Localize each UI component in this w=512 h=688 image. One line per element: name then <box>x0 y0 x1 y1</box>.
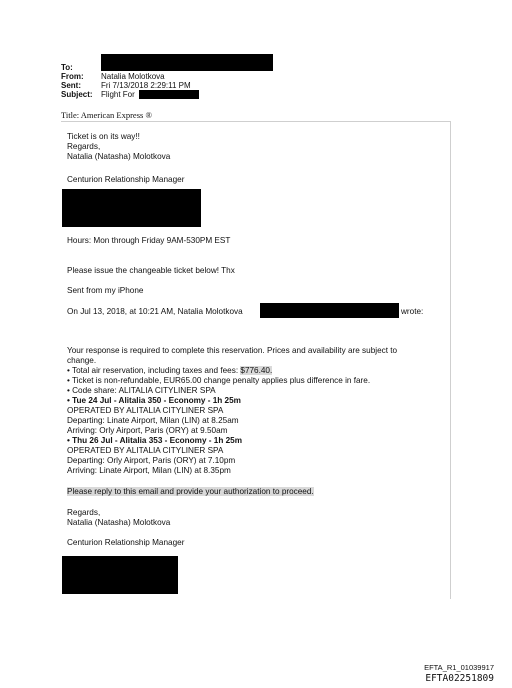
from-value: Natalia Molotkova <box>101 72 165 81</box>
redaction-block-1 <box>62 189 201 227</box>
bates-number: EFTA02251809 <box>425 673 494 684</box>
quote-line: Your response is required to complete this reservation. Prices and availability are subject to <box>67 346 398 355</box>
subject-label: Subject: <box>61 90 93 99</box>
body-line: Regards, <box>67 142 101 151</box>
quote-line: OPERATED BY ALITALIA CITYLINER SPA <box>67 406 224 415</box>
signature-line: Regards, <box>67 508 101 517</box>
quote-line: OPERATED BY ALITALIA CITYLINER SPA <box>67 446 224 455</box>
document-id: EFTA_R1_01039917 <box>424 663 494 672</box>
from-label: From: <box>61 72 84 81</box>
sent-value: Fri 7/13/2018 2:29:11 PM <box>101 81 191 90</box>
redaction-email <box>260 303 399 318</box>
flight-2-header: • Thu 26 Jul - Alitalia 353 - Economy - 1h 25m <box>67 436 243 445</box>
quote-line: Arriving: Linate Airport, Milan (LIN) at 8.35pm <box>67 466 231 475</box>
body-line: Centurion Relationship Manager <box>67 175 185 184</box>
redaction-subject <box>139 90 199 99</box>
request-line: Please issue the changeable ticket below! Thx <box>67 266 235 275</box>
sent-from-line: Sent from my iPhone <box>67 286 144 295</box>
flight-1-header: • Tue 24 Jul - Alitalia 350 - Economy - 1h 25m <box>67 396 241 405</box>
authorization-line <box>67 487 314 497</box>
quote-line: Departing: Orly Airport, Paris (ORY) at 7.10pm <box>67 456 236 465</box>
hours-line: Hours: Mon through Friday 9AM-530PM EST <box>67 236 231 245</box>
subject-value: Flight For <box>101 90 135 99</box>
wrote-text: wrote: <box>401 307 424 316</box>
title-line: Title: American Express ® <box>61 110 152 120</box>
quote-line: • Code share: ALITALIA CITYLINER SPA <box>67 386 216 395</box>
to-label: To: <box>61 63 73 72</box>
signature-line: Natalia (Natasha) Molotkova <box>67 518 171 527</box>
redaction-to <box>101 54 273 71</box>
quote-line: Arriving: Orly Airport, Paris (ORY) at 9.50am <box>67 426 228 435</box>
quote-line: • Ticket is non-refundable, EUR65.00 change penalty applies plus difference in fare. <box>67 376 371 385</box>
body-line: Ticket is on its way!! <box>67 132 140 141</box>
quote-line: change. <box>67 356 97 365</box>
sent-label: Sent: <box>61 81 81 90</box>
total-amount: $776.40. <box>240 366 273 375</box>
signature-line: Centurion Relationship Manager <box>67 538 185 547</box>
on-date-line: On Jul 13, 2018, at 10:21 AM, Natalia Molotkova <box>67 307 243 316</box>
redaction-block-2 <box>62 556 178 594</box>
quote-line <box>67 366 272 376</box>
authorization-text: Please reply to this email and provide your authorization to proceed. <box>67 487 314 496</box>
total-label: • Total air reservation, including taxes and fees: <box>67 366 241 375</box>
body-line: Natalia (Natasha) Molotkova <box>67 152 171 161</box>
quote-line: Departing: Linate Airport, Milan (LIN) at 8.25am <box>67 416 239 425</box>
